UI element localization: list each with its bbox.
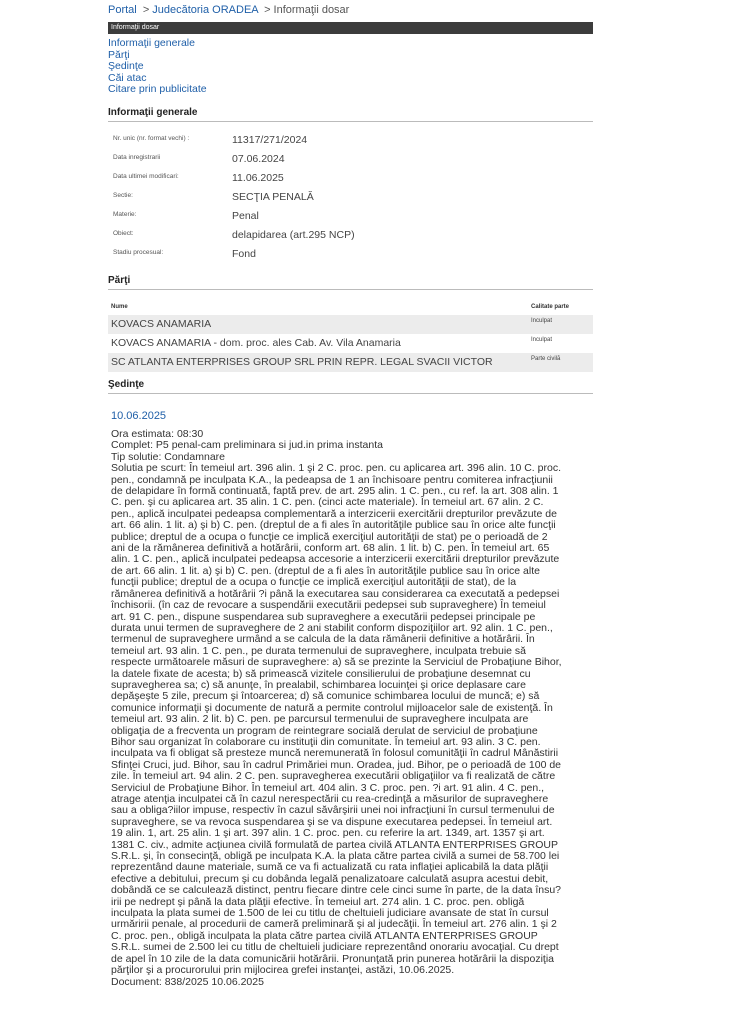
solution-line: S.R.L. şi, în consecinţă, obligă pe inculpata K.A. la plata către partea civilă a sumei de 58.700 lei: [111, 850, 560, 863]
info-value: SECŢIA PENALĂ: [232, 191, 314, 203]
hearing-details: [111, 429, 593, 988]
info-value: delapidarea (art.295 NCP): [232, 229, 355, 241]
parti-table-header: [108, 304, 593, 314]
nav-link-citare-publicitate[interactable]: Citare prin publicitate: [108, 83, 207, 96]
hearing-date: 10.06.2025: [111, 410, 167, 422]
solution-line: de delapidare în formă continuată, faptă prev. de art. 295 alin. 1 C. pen., cu ref. la art. 308 alin. 1: [111, 485, 559, 498]
solution-line: termenul de supraveghere urmând a se calcula de la data rămânerii definitive a hotărârii. În: [111, 633, 535, 646]
solution-line: părţilor şi a procurorului prin mijlocirea grefei instanţei, astăzi, 10.06.2025.: [111, 964, 455, 977]
solution-line: pen., condamnă pe inculpata K.A., la pedeapsa de 1 an închisoare pentru comiterea infracţiunii: [111, 473, 553, 486]
breadcrumb: [108, 4, 349, 16]
solution-line: Serviciul de Probaţiune Bihor. În temeiul art. 404 alin. 3 C. proc. pen. ?i art. 91 alin. 4 C. pen.,: [111, 781, 545, 794]
solution-line: Solutia pe scurt: În temeiul art. 396 alin. 1 şi 2 C. proc. pen. cu aplicarea art. 396 alin. 10 C. proc.: [111, 462, 561, 475]
solution-line: rămânerea definitivă a hotărârii ?i până la executarea sau considerarea ca executată a pedepsei: [111, 587, 560, 600]
hearing-solution-text: [111, 463, 593, 976]
table-row: [108, 353, 593, 372]
party-calitate: Inculpat: [531, 337, 553, 343]
sedinte-heading: Şedinţe: [108, 379, 593, 394]
column-header-nume: Nume: [111, 304, 128, 310]
solution-line: alin. 1 C. pen., aplică inculpatei pedeapsa accesorie a interzicerii exercitării drepturilor prevăzute: [111, 553, 560, 566]
section-nav: [108, 38, 207, 96]
solution-line: temeiul art. 93 alin. 2 lit. b) C. pen. pe parcursul termenului de supraveghere inculpata are: [111, 713, 529, 726]
info-label: Stadiu procesual:: [113, 249, 164, 256]
info-value: 11317/271/2024: [232, 134, 308, 146]
hearing-solution-type: Tip solutie: Condamnare: [111, 450, 226, 463]
info-label: Data inregistrarii: [113, 154, 161, 161]
hearing-time: Ora estimata: 08:30: [111, 428, 204, 440]
nav-link-parti[interactable]: Părţi: [108, 48, 130, 61]
solution-line: art. 66 alin. 1 lit. a) şi b) C. pen. (dreptul de a fi ales în autorităţile publice sau în orice alte funcţii: [111, 519, 556, 532]
solution-line: supraveghere, se va revoca suspendarea şi se va dispune executarea pedepsei. În temeiul art.: [111, 815, 553, 828]
party-name: SC ATLANTA ENTERPRISES GROUP SRL PRIN REPR. LEGAL SVACII VICTOR: [111, 356, 493, 368]
info-row-obiect: [108, 229, 593, 248]
solution-line: reprezentând daune materiale, sumă ce va fi actualizată cu rata inflaţiei aplicabilă la data plăţii: [111, 861, 549, 874]
table-row: [108, 334, 593, 353]
solution-line: S.R.L. sumei de 2.500 lei cu titlu de cheltuieli judiciare reprezentând onorariu avocaţial. Cu drept: [111, 941, 559, 954]
solution-line: 1381 C. civ., admite acţiunea civilă formulată de partea civilă ATLANTA ENTERPRISES GROUP: [111, 838, 559, 851]
party-calitate: Parte civilă: [531, 356, 561, 362]
solution-line: comunice informaţii şi documente de natură a permite controlul mijloacelor sale de existenţă. În: [111, 701, 553, 714]
solution-line: la datele fixate de acesta; b) să primească vizitele consilierului de probaţiune desemnat cu: [111, 667, 531, 680]
solution-line: respecte următoarele măsuri de supraveghere: a) să se prezinte la Serviciul de Probaţiune Bihor,: [111, 656, 562, 669]
info-row-materie: [108, 210, 593, 229]
hearing-document: Document: 838/2025 10.06.2025: [111, 975, 264, 988]
solution-line: obligaţia de a frecventa un program de reintegrare socială derulat de serviciul de probaţiune: [111, 724, 538, 737]
solution-line: închisorii. (în caz de revocare a suspendării executării pedepsei sub supraveghere) În temeiul: [111, 599, 546, 612]
solution-line: temeiul art. 93 alin. 1 C. pen., pe durata termenului de supraveghere, inculpata trebuie să: [111, 644, 527, 657]
solution-line: dobândă ce se calculează distinct, pentru fiecare dintre cele cinci sume în parte, de la data însu?: [111, 884, 562, 897]
solution-line: publice; dreptul de a ocupa o funcţie ce implică exerciţiul autorităţii de stat) pe o perioadă de 2: [111, 530, 548, 543]
solution-line: urmăririi penale, al procedurii de cameră preliminară şi al judecăţii. În temeiul art. 276 alin. 1 şi 2: [111, 918, 557, 931]
solution-line: funcţii publice; dreptul de a ocupa o funcţie ce implică exerciţiul autorităţii de stat), de la: [111, 576, 517, 589]
info-row-data-modificarii: [108, 172, 593, 191]
solution-line: C. pen. şi cu aplicarea art. 35 alin. 1 C. pen. (cinci acte materiale). În temeiul art. 67 alin. 2 C.: [111, 496, 544, 509]
nav-link-cai-atac[interactable]: Căi atac: [108, 71, 147, 84]
party-name: KOVACS ANAMARIA: [111, 318, 212, 330]
solution-line: depăşeşte 5 zile, precum şi întoarcerea; d) să comunice schimbarea locului de muncă; e) să: [111, 690, 540, 703]
info-label: Nr. unic (nr. format vechi) :: [113, 135, 190, 142]
solution-line: inculpata la plata sumei de 1.500 de lei cu titlu de cheltuieli judiciare avansate de stat în cursul: [111, 907, 549, 920]
info-row-sectie: [108, 191, 593, 210]
info-label: Materie:: [113, 211, 137, 218]
solution-line: ani de la rămânerea definitivă a hotărârii, conform art. 68 alin. 1 lit. b) C. pen. În temeiul art. 65: [111, 542, 550, 555]
solution-line: 19 alin. 1, art. 25 alin. 1 şi art. 397 alin. 1 C. proc. pen. cu referire la art. 1349, art. 1357 şi art.: [111, 827, 545, 840]
parti-heading: Părţi: [108, 275, 593, 290]
solution-line: sau a obliga?iilor impuse, respectiv în cazul săvârşirii unei noi infracţiuni în cursul termenului de: [111, 804, 555, 817]
solution-line: atrage atenţia inculpatei că în cazul nerespectării cu rea-credinţă a măsurilor de supraveghere: [111, 793, 549, 805]
party-name: KOVACS ANAMARIA - dom. proc. ales Cab. Av. Vila Anamaria: [111, 337, 401, 349]
solution-line: de art. 66 alin. 1 lit. a) şi b) C. pen. (dreptul de a fi ales în autorităţile publice sau în orice alte: [111, 564, 540, 577]
solution-line: irii pe nedrept şi până la data plăţii efective. În temeiul art. 274 alin. 1 C. proc. pen. obligă: [111, 895, 525, 908]
breadcrumb-current: Informaţii dosar: [273, 4, 350, 16]
solution-line: Bihor sau organizat în colaborare cu instituţii din comunitate. În temeiul art. 93 alin. 3 C. pen.: [111, 735, 541, 748]
info-row-stadiu: [108, 248, 593, 267]
party-calitate: Inculpat: [531, 318, 553, 324]
breadcrumb-separator: >: [264, 4, 271, 16]
info-value: Penal: [232, 210, 259, 222]
solution-line: inculpata va fi obligat să presteze muncă neremunerată în folosul comunităţii în cadrul Mânăstirii: [111, 747, 559, 760]
hearing-panel: Complet: P5 penal-cam preliminara si jud.in prima instanta: [111, 439, 383, 452]
solution-line: efective a debitului, precum şi cu dobânda legală penalizatoare calculată asupra acestui debit,: [111, 872, 549, 885]
solution-line: durata unui termen de supraveghere de 2 ani stabilit conform dispoziţiilor art. 92 alin. 1 C. pen.,: [111, 621, 553, 634]
breadcrumb-portal-link[interactable]: Portal: [108, 4, 137, 16]
solution-line: zile. În temeiul art. 94 alin. 2 C. pen. supravegherea executării obligaţiilor va fi realizată de către: [111, 770, 556, 783]
nav-link-sedinte[interactable]: Şedinţe: [108, 60, 144, 73]
info-value: 11.06.2025: [232, 172, 284, 184]
solution-line: Sfinţei Cruci, jud. Bihor, sau în cadrul Primăriei mun. Oradea, jud. Bihor, pe o perioadă de 100 de: [111, 758, 562, 771]
page-titlebar: Informaţii dosar: [108, 22, 593, 34]
info-row-numar: [108, 134, 593, 153]
column-header-calitate: Calitate parte: [531, 304, 570, 310]
info-label: Sectie:: [113, 192, 133, 199]
info-label: Data ultimei modificari:: [113, 173, 179, 180]
solution-line: pen., aplică inculpatei pedeapsa complementară a interzicerii exercitării drepturilor prevăzute de: [111, 507, 557, 520]
breadcrumb-court-link[interactable]: Judecătoria ORADEA: [152, 4, 259, 16]
nav-link-informatii-generale[interactable]: Informaţii generale: [108, 37, 195, 49]
info-row-data-inregistrarii: [108, 153, 593, 172]
solution-line: supravegherea sa; c) să anunţe, în prealabil, schimbarea locuinţei şi orice deplasare care: [111, 678, 526, 691]
solution-line: art. 91 C. pen., dispune suspendarea sub supraveghere a executării pedepsei principale pe: [111, 610, 536, 623]
breadcrumb-separator: >: [142, 4, 150, 16]
solution-line: C. proc. pen., obligă inculpata la plata către partea civilă ATLANTA ENTERPRISES GROUP: [111, 929, 538, 942]
info-label: Obiect:: [113, 230, 134, 237]
general-heading: Informaţii generale: [108, 107, 593, 122]
info-value: Fond: [232, 248, 256, 260]
solution-line: de apel în 10 zile de la data comunicării hotărârii. Pronunţată prin punerea hotărârii la dispoziţia: [111, 952, 555, 965]
table-row: [108, 315, 593, 334]
info-value: 07.06.2024: [232, 153, 285, 165]
